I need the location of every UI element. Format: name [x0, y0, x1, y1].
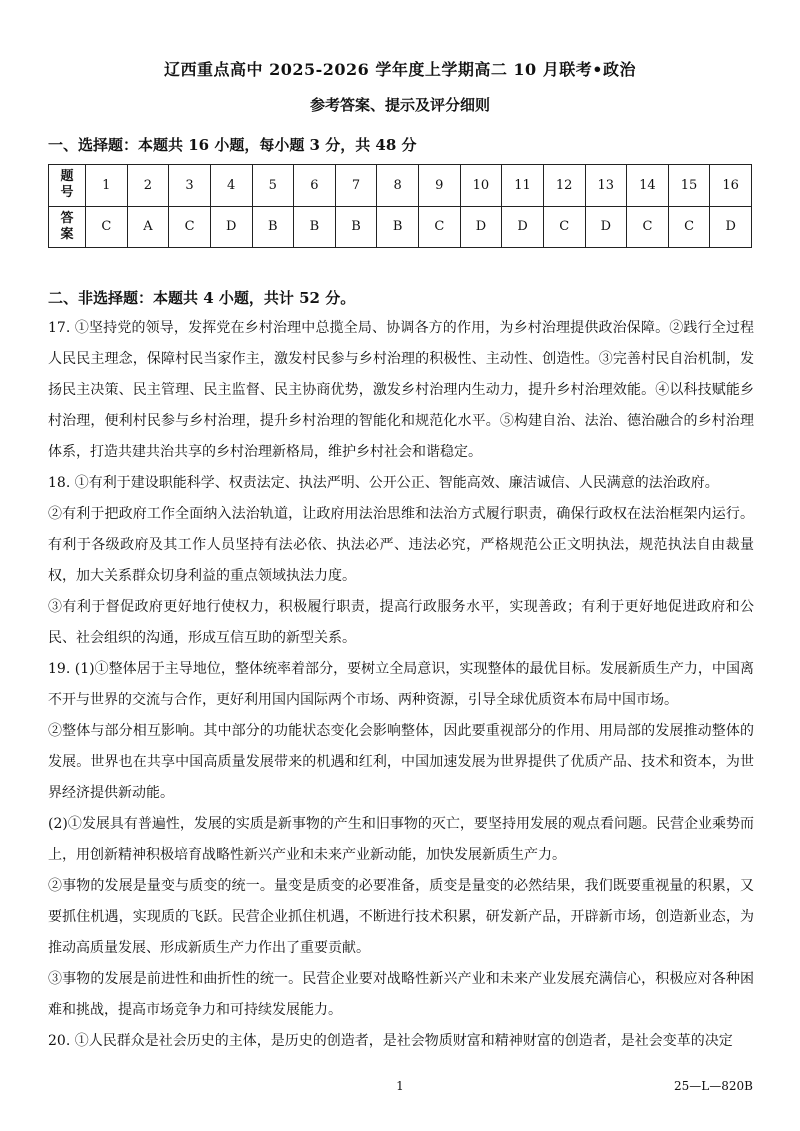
question-number: 4 — [210, 165, 252, 207]
answer-cell: D — [710, 206, 752, 248]
answer-cell: C — [668, 206, 710, 248]
question-number: 12 — [543, 165, 585, 207]
answer-cell: C — [169, 206, 211, 248]
document-code: 25—L—820B — [674, 1079, 753, 1093]
question-number: 1 — [86, 165, 128, 207]
answer-paragraph: (2)①发展具有普遍性，发展的实质是新事物的产生和旧事物的灭亡，要坚持用发展的观点看问题。民营企业乘势而上，用创新精神积极培育战略性新兴产业和未来产业新动能，加快发展新质生产力。 — [48, 816, 754, 863]
section-1-heading: 一、选择题：本题共 16 小题，每小题 3 分，共 48 分 — [48, 136, 417, 154]
question-number: 5 — [252, 165, 294, 207]
question-number: 13 — [585, 165, 627, 207]
question-number: 10 — [460, 165, 502, 207]
page-number: 1 — [396, 1079, 404, 1093]
answer-cell: D — [502, 206, 544, 248]
answer-cell: B — [377, 206, 419, 248]
question-number: 16 — [710, 165, 752, 207]
question-number-row — [49, 165, 752, 207]
answer-paragraph: ②事物的发展是量变与质变的统一。量变是质变的必要准备，质变是量变的必然结果，我们既要重视量的积累，又要抓住机遇，实现质的飞跃。民营企业抓住机遇，不断进行技术积累，研发新产品，开辟新市场，创造新业态，为推动高质量发展、形成新质生产力作出了重要贡献。 — [48, 878, 754, 956]
answer-cell: B — [252, 206, 294, 248]
answer-body — [48, 313, 754, 1057]
page-title: 辽西重点高中 2025-2026 学年度上学期高二 10 月联考•政治 — [164, 60, 636, 79]
question-number: 9 — [419, 165, 461, 207]
question-number: 2 — [127, 165, 169, 207]
question-number: 15 — [668, 165, 710, 207]
page-subtitle: 参考答案、提示及评分细则 — [309, 96, 490, 114]
answer-cell: D — [585, 206, 627, 248]
answer-paragraph: ③有利于督促政府更好地行使权力，积极履行职责，提高行政服务水平，实现善政；有利于更好地促进政府和公民、社会组织的沟通，形成互信互助的新型关系。 — [48, 599, 754, 646]
answer-cell: B — [294, 206, 336, 248]
answer-table — [48, 164, 752, 248]
answer-cell: D — [460, 206, 502, 248]
answer-paragraph: 17. ①坚持党的领导，发挥党在乡村治理中总揽全局、协调各方的作用，为乡村治理提供政治保障。②践行全过程人民民主理念，保障村民当家作主，激发村民参与乡村治理的积极性、主动性、创造性。③完善村民自治机制，发扬民主决策、民主管理、民主监督、民主协商优势，激发乡村治理内生动力，提升乡村治理效能。④以科技赋能乡村治理，便利村民参与乡村治理，提升乡村治理的智能化和规范化水平。⑤构建自治、法治、德治融合的乡村治理体系，打造共建共治共享的乡村治理新格局，维护乡村社会和谐稳定。 — [48, 320, 754, 460]
question-number: 8 — [377, 165, 419, 207]
question-number: 11 — [502, 165, 544, 207]
answer-cell: C — [543, 206, 585, 248]
answer-cell: C — [86, 206, 128, 248]
answer-cell: C — [419, 206, 461, 248]
answer-cell: C — [627, 206, 669, 248]
question-number: 3 — [169, 165, 211, 207]
question-row-label: 题 号 — [49, 165, 86, 207]
question-number: 7 — [335, 165, 377, 207]
answer-paragraph: ②整体与部分相互影响。其中部分的功能状态变化会影响整体，因此要重视部分的作用、用局部的发展推动整体的发展。世界也在共享中国高质量发展带来的机遇和红利，中国加速发展为世界提供了优质产品、技术和资本，为世界经济提供新动能。 — [48, 723, 754, 801]
question-number: 14 — [627, 165, 669, 207]
answer-cell: A — [127, 206, 169, 248]
answer-paragraph: 19. (1)①整体居于主导地位，整体统率着部分，要树立全局意识，实现整体的最优目标。发展新质生产力，中国离不开与世界的交流与合作，更好利用国内国际两个市场、两种资源，引导全球优质资本布局中国市场。 — [48, 661, 754, 708]
answer-paragraph: 18. ①有利于建设职能科学、权责法定、执法严明、公开公正、智能高效、廉洁诚信、人民满意的法治政府。 — [48, 475, 719, 491]
section-2-heading: 二、非选择题：本题共 4 小题，共计 52 分。 — [48, 289, 356, 307]
answer-cell: B — [335, 206, 377, 248]
answer-paragraph: 20. ①人民群众是社会历史的主体，是历史的创造者，是社会物质财富和精神财富的创造者，是社会变革的决定 — [48, 1033, 733, 1049]
answer-row-label: 答 案 — [49, 206, 86, 248]
question-number: 6 — [294, 165, 336, 207]
answer-paragraph: ③事物的发展是前进性和曲折性的统一。民营企业要对战略性新兴产业和未来产业发展充满信心，积极应对各种困难和挑战，提高市场竞争力和可持续发展能力。 — [48, 971, 754, 1018]
answer-cell: D — [210, 206, 252, 248]
answer-row — [49, 206, 752, 248]
answer-paragraph: ②有利于把政府工作全面纳入法治轨道，让政府用法治思维和法治方式履行职责，确保行政权在法治框架内运行。有利于各级政府及其工作人员坚持有法必依、执法必严、违法必究，严格规范公正文明执法，规范执法自由裁量权，加大关系群众切身利益的重点领域执法力度。 — [48, 506, 754, 584]
